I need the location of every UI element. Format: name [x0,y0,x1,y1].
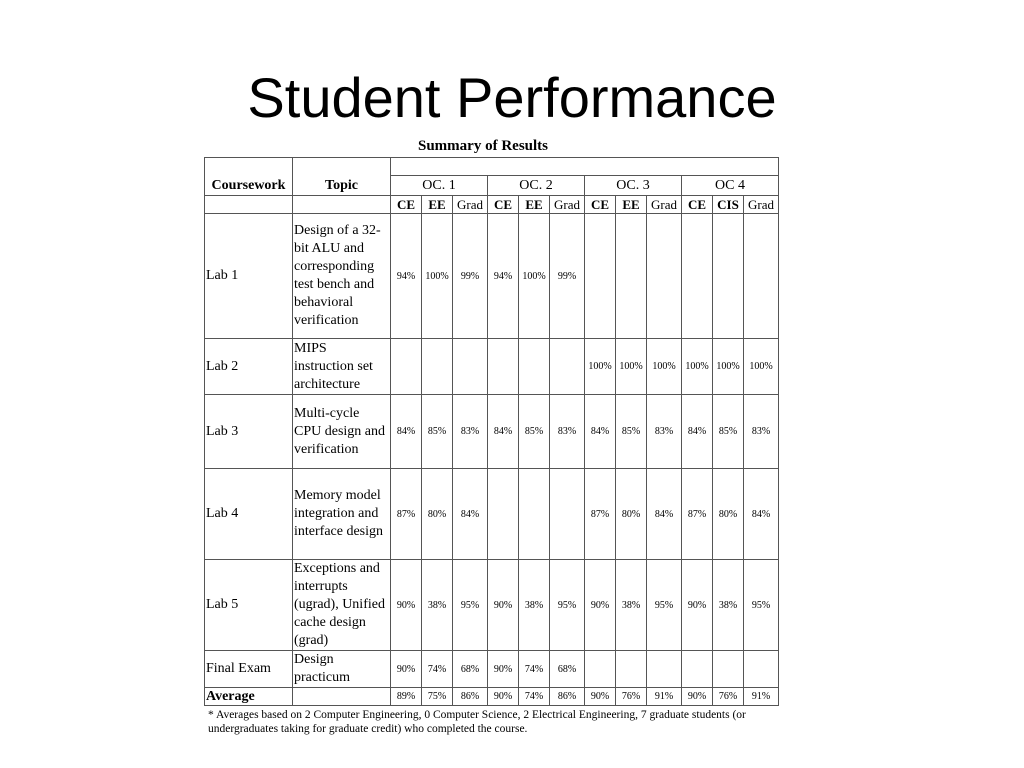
topic-cell: Design practicum [293,651,391,688]
score-cell: 91% [647,688,682,706]
score-cell: 87% [585,469,616,560]
score-cell: 90% [391,560,422,651]
score-cell [616,214,647,339]
score-cell: 91% [744,688,779,706]
sub-header: Grad [550,196,585,214]
score-cell: 86% [453,688,488,706]
coursework-cell: Lab 3 [205,395,293,469]
score-cell: 99% [550,214,585,339]
score-cell: 84% [647,469,682,560]
score-cell [488,339,519,395]
topic-cell: Memory model integration and interface design [293,469,391,560]
score-cell: 74% [422,651,453,688]
score-cell [453,339,488,395]
score-cell: 87% [682,469,713,560]
blank-cell [205,196,293,214]
score-cell: 94% [488,214,519,339]
score-cell: 90% [585,560,616,651]
score-cell: 85% [713,395,744,469]
table-row [205,214,779,339]
score-cell: 38% [616,560,647,651]
score-cell: 100% [422,214,453,339]
sub-header: CE [488,196,519,214]
outcome-header: OC 4 [682,176,779,196]
table-row [205,469,779,560]
slide-title: Student Performance [247,66,777,129]
score-cell: 85% [422,395,453,469]
score-cell: 74% [519,688,550,706]
score-cell: 99% [453,214,488,339]
score-cell: 90% [488,560,519,651]
table-caption: Summary of Results [418,138,548,154]
score-cell: 68% [550,651,585,688]
score-cell: 100% [713,339,744,395]
coursework-header: Coursework [205,158,293,196]
score-cell: 90% [488,651,519,688]
score-cell [647,214,682,339]
score-cell [682,651,713,688]
score-cell [488,469,519,560]
score-cell: 100% [585,339,616,395]
score-cell [744,651,779,688]
table-row [205,395,779,469]
sub-header-row [205,196,779,214]
score-cell [519,339,550,395]
topic-cell: Design of a 32-bit ALU and corresponding test bench and behavioral verification [293,214,391,339]
score-cell: 76% [713,688,744,706]
score-cell: 95% [453,560,488,651]
score-cell: 76% [616,688,647,706]
topic-cell: Multi-cycle CPU design and verification [293,395,391,469]
score-cell [585,214,616,339]
score-cell: 84% [391,395,422,469]
coursework-cell: Lab 4 [205,469,293,560]
score-cell: 86% [550,688,585,706]
score-cell [647,651,682,688]
sub-header: Grad [453,196,488,214]
score-cell: 84% [488,395,519,469]
outcome-header: OC. 2 [488,176,585,196]
score-cell: 90% [682,560,713,651]
table-row [205,339,779,395]
topic-header: Topic [293,158,391,196]
score-cell [713,214,744,339]
score-cell [744,214,779,339]
score-cell: 100% [647,339,682,395]
score-cell: 100% [744,339,779,395]
topic-cell: MIPS instruction set architecture [293,339,391,395]
coursework-cell: Lab 1 [205,214,293,339]
score-cell: 84% [453,469,488,560]
coursework-cell: Lab 2 [205,339,293,395]
average-label: Average [205,688,293,706]
score-cell: 38% [713,560,744,651]
sub-header: CIS [713,196,744,214]
score-cell [550,469,585,560]
sub-header: EE [422,196,453,214]
score-cell: 84% [744,469,779,560]
score-cell: 100% [682,339,713,395]
table-row [205,651,779,688]
score-cell [682,214,713,339]
sub-header: CE [682,196,713,214]
score-cell: 100% [616,339,647,395]
score-cell: 84% [682,395,713,469]
score-cell: 83% [453,395,488,469]
results-body [205,158,779,706]
caption-spacer-row [205,158,779,176]
score-cell: 68% [453,651,488,688]
score-cell: 90% [585,688,616,706]
table-row [205,560,779,651]
score-cell [519,469,550,560]
coursework-cell: Final Exam [205,651,293,688]
sub-header: Grad [647,196,682,214]
score-cell: 83% [744,395,779,469]
score-cell [585,651,616,688]
blank-cell [293,196,391,214]
sub-header: EE [616,196,647,214]
outcome-header: OC. 1 [391,176,488,196]
score-cell [616,651,647,688]
score-cell: 90% [391,651,422,688]
score-cell: 80% [422,469,453,560]
score-cell [713,651,744,688]
score-cell: 38% [422,560,453,651]
score-cell: 80% [616,469,647,560]
sub-header: Grad [744,196,779,214]
score-cell [550,339,585,395]
score-cell: 94% [391,214,422,339]
score-cell: 74% [519,651,550,688]
score-cell: 84% [585,395,616,469]
results-table [204,157,779,706]
score-cell: 83% [550,395,585,469]
sub-header: CE [391,196,422,214]
score-cell: 87% [391,469,422,560]
score-cell: 95% [647,560,682,651]
score-cell: 85% [519,395,550,469]
score-cell [391,339,422,395]
score-cell: 95% [744,560,779,651]
score-cell: 75% [422,688,453,706]
score-cell: 90% [488,688,519,706]
score-cell: 90% [682,688,713,706]
coursework-cell: Lab 5 [205,560,293,651]
score-cell: 80% [713,469,744,560]
score-cell: 100% [519,214,550,339]
header-spacer [391,158,779,176]
score-cell: 89% [391,688,422,706]
topic-cell [293,688,391,706]
score-cell: 38% [519,560,550,651]
footnote: * Averages based on 2 Computer Engineering, 0 Computer Science, 2 Electrical Engineering, 7 graduate students (or undergraduates taking for graduate credit) who completed the course. [208,709,746,735]
sub-header: EE [519,196,550,214]
sub-header: CE [585,196,616,214]
score-cell [422,339,453,395]
outcome-header: OC. 3 [585,176,682,196]
score-cell: 95% [550,560,585,651]
topic-cell: Exceptions and interrupts (ugrad), Unified cache design (grad) [293,560,391,651]
score-cell: 83% [647,395,682,469]
average-row [205,688,779,706]
score-cell: 85% [616,395,647,469]
